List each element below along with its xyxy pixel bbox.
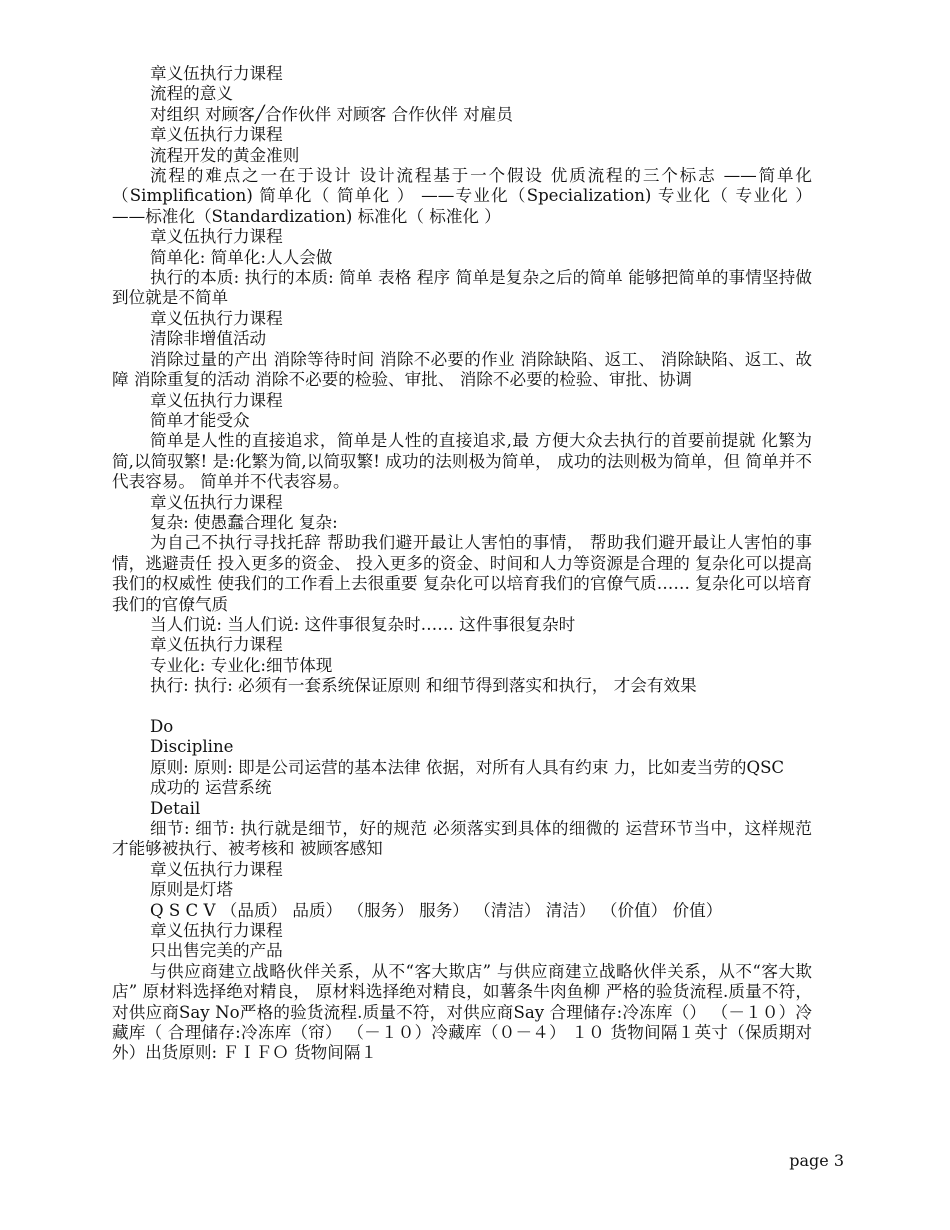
page-number: page 3 [789,1151,844,1170]
body-text [112,64,812,1064]
paragraph: 章义伍执行力课程 [150,227,283,247]
paragraph: 执行: 执行: 必须有一套系统保证原则 和细节得到落实和执行， 才会有效果 [150,676,697,696]
paragraph: 细节: 细节: 执行就是细节，好的规范 必须落实到具体的细微的 运营环节当中，这样规范 才能够被执行、被考核和 被顾客感知 [112,819,812,859]
paragraph: Q S C V （品质） 品质） （服务） 服务） （清洁） 清洁） （价值） 价值） [150,900,723,920]
paragraph: 章义伍执行力课程 [150,859,283,879]
paragraph: 流程开发的黄金准则 [150,145,300,165]
paragraph: 章义伍执行力课程 [150,921,283,941]
paragraph: 成功的 运营系统 [150,778,272,798]
paragraph: 章义伍执行力课程 [150,125,283,145]
paragraph: 章义伍执行力课程 [150,64,283,83]
paragraph: 简单是人性的直接追求，简单是人性的直接追求,最 方便大众去执行的首要前提就 化繁为简,以简驭繁! 是:化繁为简,以简驭繁! 成功的法则极为简单， 成功的法则极为简单，但 简单并不代表容易。 简单并不代表容易。 [112,431,812,492]
paragraph: 复杂: 使愚蠢合理化 复杂: [150,512,338,532]
paragraph: 为自己不执行寻找托辞 帮助我们避开最让人害怕的事情， 帮助我们避开最让人害怕的事情，逃避责任 投入更多的资金、 投入更多的资金、时间和人力等资源是合理的 复杂化可以提高我们的权威性 使我们的工作看上去很重要 复杂化可以培育我们的官僚气质…… 复杂化可以培育我们的官僚气质 [112,533,812,614]
paragraph: 消除过量的产出 消除等待时间 消除不必要的作业 消除缺陷、返工、 消除缺陷、返工、故障 消除重复的活动 消除不必要的检验、审批、 消除不必要的检验、审批、协调 [112,349,812,390]
paragraph: 章义伍执行力课程 [150,308,283,328]
paragraph: 只出售完美的产品 [150,941,283,961]
paragraph: 原则: 原则: 即是公司运营的基本法律 依据，对所有人具有约束 力，比如麦当劳的QSC [150,757,785,777]
paragraph: Discipline [150,737,234,757]
paragraph: 对组织 对顾客╱合作伙伴 对顾客 合作伙伴 对雇员 [150,104,513,124]
paragraph: 原则是灯塔 [150,880,233,900]
paragraph: 执行的本质: 执行的本质: 简单 表格 程序 简单是复杂之后的简单 能够把简单的事情坚持做到位就是不简单 [112,268,812,308]
paragraph: 专业化: 专业化:细节体现 [150,655,333,675]
paragraph: 简单化: 简单化:人人会做 [150,247,333,267]
paragraph: 简单才能受众 [150,410,250,430]
paragraph: 流程的意义 [150,84,233,104]
paragraph: 清除非增值活动 [150,329,267,349]
paragraph: 流程的难点之一在于设计 设计流程基于一个假设 优质流程的三个标志 ——简单化（Simplification) 简单化（ 简单化 ） ——专业化（Specialization) 专业化（ 专业化 ） ——标准化（Standardization) 标准化（ 标准化 ） [112,166,812,226]
paragraph: 章义伍执行力课程 [150,390,283,410]
paragraph: Detail [150,798,201,818]
paragraph: 章义伍执行力课程 [150,635,283,655]
paragraph: 当人们说: 当人们说: 这件事很复杂时…… 这件事很复杂时 [150,614,576,634]
paragraph: 章义伍执行力课程 [150,492,283,512]
paragraph: Do [150,716,174,736]
paragraph: 与供应商建立战略伙伴关系，从不“客大欺店” 与供应商建立战略伙伴关系，从不“客大欺店” 原材料选择绝对精良， 原材料选择绝对精良，如薯条牛肉鱼柳 严格的验货流程.质量不符，对供应商Say No严格的验货流程.质量不符，对供应商Say 合理储存:冷冻库（） （－１０）冷藏库（ 合理储存:冷冻库（帘） （－１０）冷藏库（０－４） １０ 货物间隔１英寸（保质期对外）出货原则: ＦＩＦＯ 货物间隔１ [112,961,812,1063]
